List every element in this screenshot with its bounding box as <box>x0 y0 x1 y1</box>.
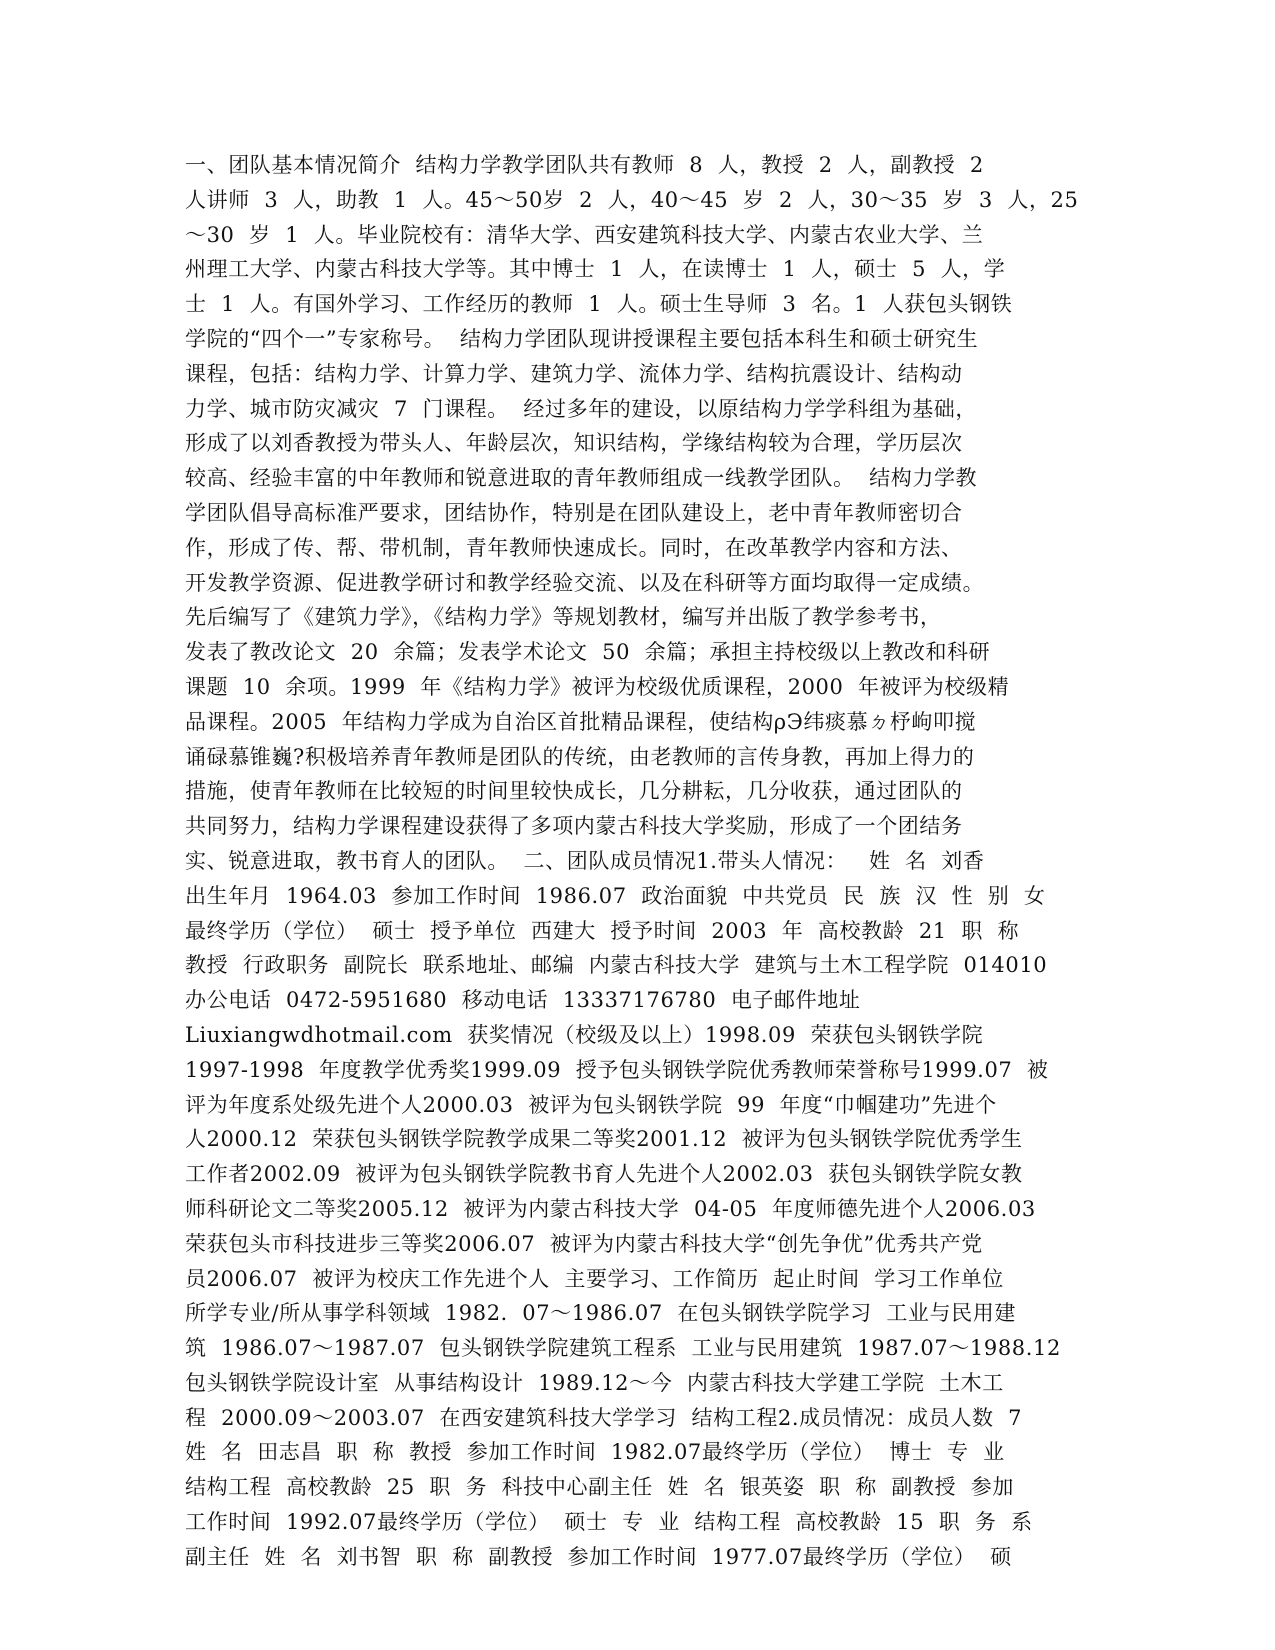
text-line: 筑 1986.07～1987.07 包头钢铁学院建筑工程系 工业与民用建筑 1987.07～1988.12 <box>185 1336 1061 1361</box>
text-line: 士 1 人。有国外学习、工作经历的教师 1 人。硕士生导师 3 名。1 人获包头钢铁 <box>185 292 1013 317</box>
text-line: 结构工程 高校教龄 25 职 务 科技中心副主任 姓 名 银英姿 职 称 副教授 参加 <box>185 1475 1014 1500</box>
text-line: 诵碌慕锥巍?积极培养青年教师是团队的传统，由老教师的言传身教，再加上得力的 <box>185 744 975 769</box>
text-line: 发表了教改论文 20 余篇；发表学术论文 50 余篇；承担主持校级以上教改和科研 <box>185 640 991 665</box>
text-line: 办公电话 0472-5951680 移动电话 13337176780 电子邮件地址 <box>185 988 861 1013</box>
text-line: 最终学历（学位） 硕士 授予单位 西建大 授予时间 2003 年 高校教龄 21 职 称 <box>185 918 1020 943</box>
text-line: 形成了以刘香教授为带头人、年龄层次，知识结构，学缘结构较为合理，学历层次 <box>185 431 963 456</box>
text-line: 工作者2002.09 被评为包头钢铁学院教书育人先进个人2002.03 获包头钢铁学院女教 <box>185 1162 1023 1187</box>
text-line: 作，形成了传、帮、带机制，青年教师快速成长。同时，在改革教学内容和方法、 <box>185 535 963 560</box>
text-line: 先后编写了《建筑力学》，《结构力学》等规划教材，编写并出版了教学参考书， <box>185 605 942 630</box>
text-line: 措施，使青年教师在比较短的时间里较快成长，几分耕耘，几分收获，通过团队的 <box>185 779 963 804</box>
text-line: 人讲师 3 人，助教 1 人。45～50岁 2 人，40～45 岁 2 人，30～35 岁 3 人，25 <box>185 187 1079 212</box>
text-line: 开发教学资源、促进教学研讨和教学经验交流、以及在科研等方面均取得一定成绩。 <box>185 570 985 595</box>
text-line: 副主任 姓 名 刘书智 职 称 副教授 参加工作时间 1977.07最终学历（学位） 硕 <box>185 1544 1012 1569</box>
text-line: 力学、城市防灾减灾 7 门课程。 经过多年的建设，以原结构力学学科组为基础， <box>185 396 978 421</box>
text-line: 程 2000.09～2003.07 在西安建筑科技大学学习 结构工程2.成员情况：成员人数 7 <box>185 1405 1023 1430</box>
text-line: 工作时间 1992.07最终学历（学位） 硕士 专 业 结构工程 高校教龄 15 职 务 系 <box>185 1510 1033 1535</box>
text-line: 较高、经验丰富的中年教师和锐意进取的青年教师组成一线教学团队。 结构力学教 <box>185 466 978 491</box>
text-line: 学院的“四个一”专家称号。 结构力学团队现讲授课程主要包括本科生和硕士研究生 <box>185 326 979 351</box>
text-line: 一、团队基本情况简介 结构力学教学团队共有教师 8 人，教授 2 人，副教授 2 <box>185 153 984 177</box>
text-line: 所学专业/所从事学科领域 1982．07～1986.07 在包头钢铁学院学习 工业与民用建 <box>185 1301 1016 1326</box>
text-line: 州理工大学、内蒙古科技大学等。其中博士 1 人，在读博士 1 人，硕士 5 人，学 <box>185 257 1006 282</box>
text-line: ～30 岁 1 人。毕业院校有：清华大学、西安建筑科技大学、内蒙古农业大学、兰 <box>185 222 984 247</box>
text-line: 员2006.07 被评为校庆工作先进个人 主要学习、工作简历 起止时间 学习工作单位 <box>185 1266 1004 1291</box>
text-line: 1997-1998 年度教学优秀奖1999.09 授予包头钢铁学院优秀教师荣誉称号1999.07 被 <box>185 1057 1049 1082</box>
text-line: 评为年度系处级先进个人2000.03 被评为包头钢铁学院 99 年度“巾帼建功”先进个 <box>185 1092 997 1117</box>
text-line: 共同努力，结构力学课程建设获得了多项内蒙古科技大学奖励，形成了一个团结务 <box>185 814 963 839</box>
text-line: 课程，包括：结构力学、计算力学、建筑力学、流体力学、结构抗震设计、结构动 <box>185 361 963 386</box>
text-line: 教授 行政职务 副院长 联系地址、邮编 内蒙古科技大学 建筑与土木工程学院 014010 <box>185 953 1048 978</box>
text-line: 实、锐意进取，教书育人的团队。 二、团队成员情况1.带头人情况： 姓 名 刘香 <box>185 848 985 873</box>
text-line: 学团队倡导高标准严要求，团结协作，特别是在团队建设上，老中青年教师密切合 <box>185 500 963 525</box>
text-line: 姓 名 田志昌 职 称 教授 参加工作时间 1982.07最终学历（学位） 博士 专 业 <box>185 1440 1005 1465</box>
text-line: 荣获包头市科技进步三等奖2006.07 被评为内蒙古科技大学“创先争优”优秀共产党 <box>185 1231 983 1256</box>
text-line: 人2000.12 荣获包头钢铁学院教学成果二等奖2001.12 被评为包头钢铁学院优秀学生 <box>185 1127 1023 1152</box>
text-line: Liuxiangwdhotmail.com 获奖情况（校级及以上）1998.09 荣获包头钢铁学院 <box>185 1022 984 1047</box>
text-line: 课题 10 余项。1999 年《结构力学》被评为校级优质课程，2000 年被评为校级精 <box>185 674 1010 699</box>
text-line: 师科研论文二等奖2005.12 被评为内蒙古科技大学 04-05 年度师德先进个人2006.03 <box>185 1196 1036 1221</box>
text-line: 出生年月 1964.03 参加工作时间 1986.07 政治面貌 中共党员 民 族 汉 性 别 女 <box>185 883 1046 908</box>
text-line: 品课程。2005 年结构力学成为自治区首批精品课程，使结构ρЭ纬痰慕ㄉ杼岣叩搅 <box>185 709 977 734</box>
document-body <box>185 148 1095 1575</box>
text-line: 包头钢铁学院设计室 从事结构设计 1989.12～今 内蒙古科技大学建工学院 土木工 <box>185 1370 1004 1395</box>
